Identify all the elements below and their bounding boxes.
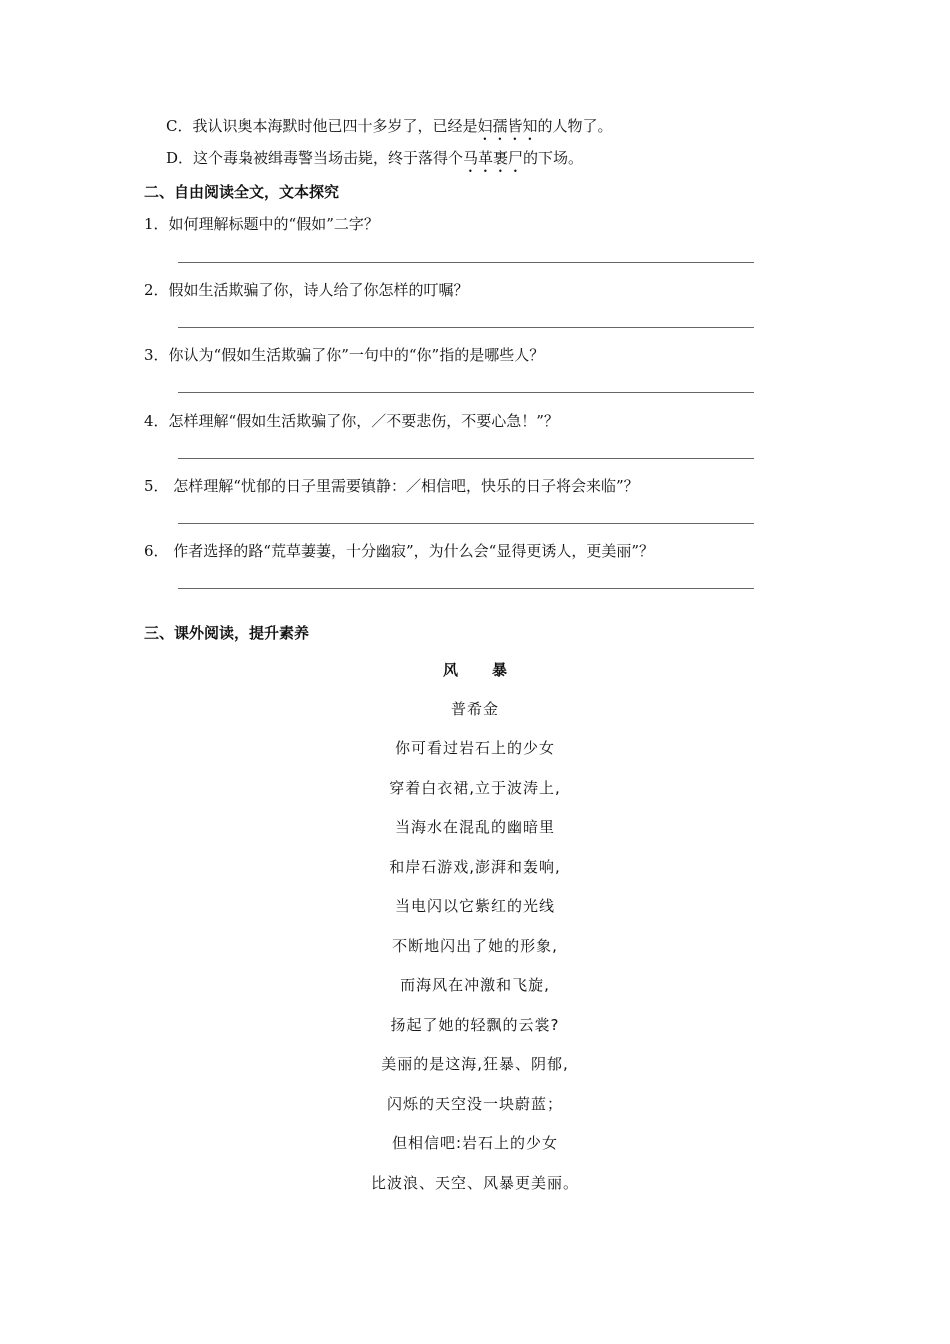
answer-line-5[interactable] xyxy=(178,523,754,524)
question-4: 4．怎样理解“假如生活欺骗了你，／不要悲伤，不要心急！”？ xyxy=(144,412,559,430)
poem-line: 当海水在混乱的幽暗里 xyxy=(394,818,555,836)
question-1: 1．如何理解标题中的“假如”二字？ xyxy=(144,215,379,233)
poem-line: 穿着白衣裙,立于波涛上, xyxy=(389,779,561,797)
poem-line: 不断地闪出了她的形象, xyxy=(392,937,558,955)
answer-line-2[interactable] xyxy=(178,327,754,328)
option-d-text: D．这个毒枭被缉毒警当场击毙，终于落得个 xyxy=(166,149,464,167)
poem-title-part2: 暴 xyxy=(492,661,508,679)
poem-line: 比波浪、天空、风暴更美丽。 xyxy=(370,1174,579,1192)
section2-heading: 二、自由阅读全文，文本探究 xyxy=(144,183,340,201)
poem-author: 普希金 xyxy=(450,700,499,718)
option-c-emphasis: 妇孺皆知 xyxy=(477,117,538,135)
question-5: 5． 怎样理解“忧郁的日子里需要镇静：／相信吧，快乐的日子将会来临”？ xyxy=(144,477,639,495)
option-d xyxy=(166,148,583,176)
answer-line-6[interactable] xyxy=(178,588,754,589)
poem-line: 扬起了她的轻飘的云裳? xyxy=(390,1016,560,1034)
poem-line: 你可看过岩石上的少女 xyxy=(394,739,555,757)
option-c xyxy=(166,116,613,144)
option-c-tail: 的人物了。 xyxy=(537,117,613,135)
question-3: 3．你认为“假如生活欺骗了你”一句中的“你”指的是哪些人？ xyxy=(144,346,545,364)
answer-line-4[interactable] xyxy=(178,458,754,459)
poem-line: 当电闪以它紫红的光线 xyxy=(394,897,555,915)
poem-line: 但相信吧:岩石上的少女 xyxy=(391,1134,559,1152)
poem-line: 美丽的是这海,狂暴、阴郁, xyxy=(381,1055,569,1073)
poem-line: 闪烁的天空没一块蔚蓝； xyxy=(386,1095,563,1113)
section3-heading: 三、课外阅读，提升素养 xyxy=(144,624,310,642)
option-d-tail: 的下场。 xyxy=(523,149,584,167)
poem-title xyxy=(0,660,950,680)
option-d-emphasis: 马革裹尸 xyxy=(463,149,524,167)
answer-line-1[interactable] xyxy=(178,262,754,263)
question-6: 6． 作者选择的路“荒草萋萋，十分幽寂”，为什么会“显得更诱人，更美丽”？ xyxy=(144,542,654,560)
poem-line: 和岸石游戏,澎湃和轰响, xyxy=(389,858,561,876)
poem-title-part1: 风 xyxy=(442,661,458,679)
poem-line: 而海风在冲激和飞旋, xyxy=(400,976,550,994)
answer-line-3[interactable] xyxy=(178,392,754,393)
option-c-text: C．我认识奥本海默时他已四十多岁了，已经是 xyxy=(166,117,478,135)
question-2: 2．假如生活欺骗了你，诗人给了你怎样的叮嘱？ xyxy=(144,281,469,299)
